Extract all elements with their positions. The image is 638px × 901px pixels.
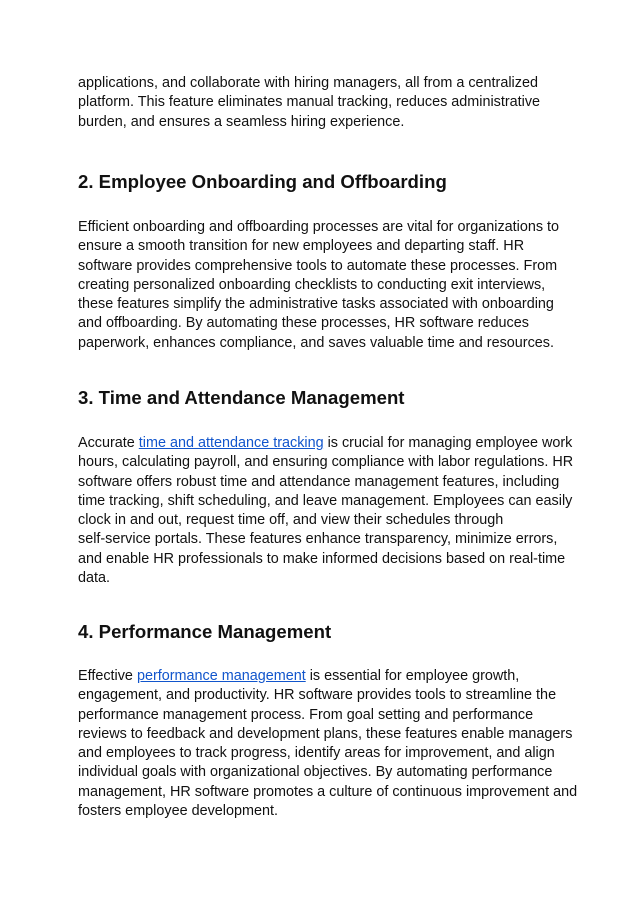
text-run: is essential for employee growth,: [305, 668, 520, 684]
paragraph-line: ensure a smooth transition for new employees and departing staff. HR: [78, 238, 525, 255]
paragraph-line: hours, calculating payroll, and ensuring compliance with labor regulations. HR: [78, 454, 574, 471]
paragraph-line: burden, and ensures a seamless hiring experience.: [78, 113, 405, 130]
time-attendance-paragraph: [78, 434, 578, 588]
paragraph-line: time tracking, shift scheduling, and leave management. Employees can easily: [78, 492, 573, 509]
paragraph-line: fosters employee development.: [78, 803, 278, 820]
paragraph-line: Efficient onboarding and offboarding processes are vital for organizations to: [78, 219, 560, 235]
text-run: is crucial for managing employee work: [323, 435, 573, 451]
paragraph-line: clock in and out, request time off, and view their schedules through: [78, 512, 504, 529]
onboarding-paragraph: [78, 218, 578, 353]
paragraph-line: creating personalized onboarding checklists to conducting exit interviews,: [78, 276, 546, 293]
section-heading-onboarding: 2. Employee Onboarding and Offboarding: [78, 171, 447, 192]
section-heading-time-attendance: 3. Time and Attendance Management: [78, 387, 405, 408]
intro-paragraph: [78, 74, 578, 132]
paragraph-line: data.: [78, 570, 111, 587]
paragraph-line: engagement, and productivity. HR software provides tools to streamline the: [78, 687, 557, 704]
paragraph-line: performance management process. From goal setting and performance: [78, 706, 534, 723]
text-run: Accurate: [78, 435, 139, 451]
paragraph-line: and enable HR professionals to make informed decisions based on real-time: [78, 550, 566, 567]
performance-paragraph: [78, 667, 578, 821]
section-heading-performance: 4. Performance Management: [78, 621, 332, 642]
paragraph-line: and employees to track progress, identify areas for improvement, and align: [78, 745, 555, 762]
paragraph-line: reviews to feedback and development plans, these features enable managers: [78, 725, 573, 742]
text-run: Effective: [78, 668, 137, 684]
paragraph-line: [78, 667, 578, 686]
performance-management-link[interactable]: performance management: [136, 668, 306, 684]
paragraph-line: paperwork, enhances compliance, and saves valuable time and resources.: [78, 334, 554, 351]
paragraph-line: software offers robust time and attendance management features, including: [78, 473, 560, 490]
paragraph-line: software provides comprehensive tools to automate these processes. From: [78, 257, 558, 274]
paragraph-line: [78, 434, 578, 453]
paragraph-line: platform. This feature eliminates manual tracking, reduces administrative: [78, 94, 541, 111]
time-attendance-tracking-link[interactable]: time and attendance tracking: [138, 435, 324, 451]
paragraph-line: applications, and collaborate with hiring managers, all from a centralized: [78, 75, 538, 91]
paragraph-line: and offboarding. By automating these processes, HR software reduces: [78, 315, 529, 332]
paragraph-line: these features simplify the administrative tasks associated with onboarding: [78, 296, 554, 313]
paragraph-line: self-service portals. These features enhance transparency, minimize errors,: [78, 531, 558, 548]
paragraph-line: individual goals with organizational objectives. By automating performance: [78, 764, 553, 781]
paragraph-line: management, HR software promotes a culture of continuous improvement and: [78, 783, 578, 800]
